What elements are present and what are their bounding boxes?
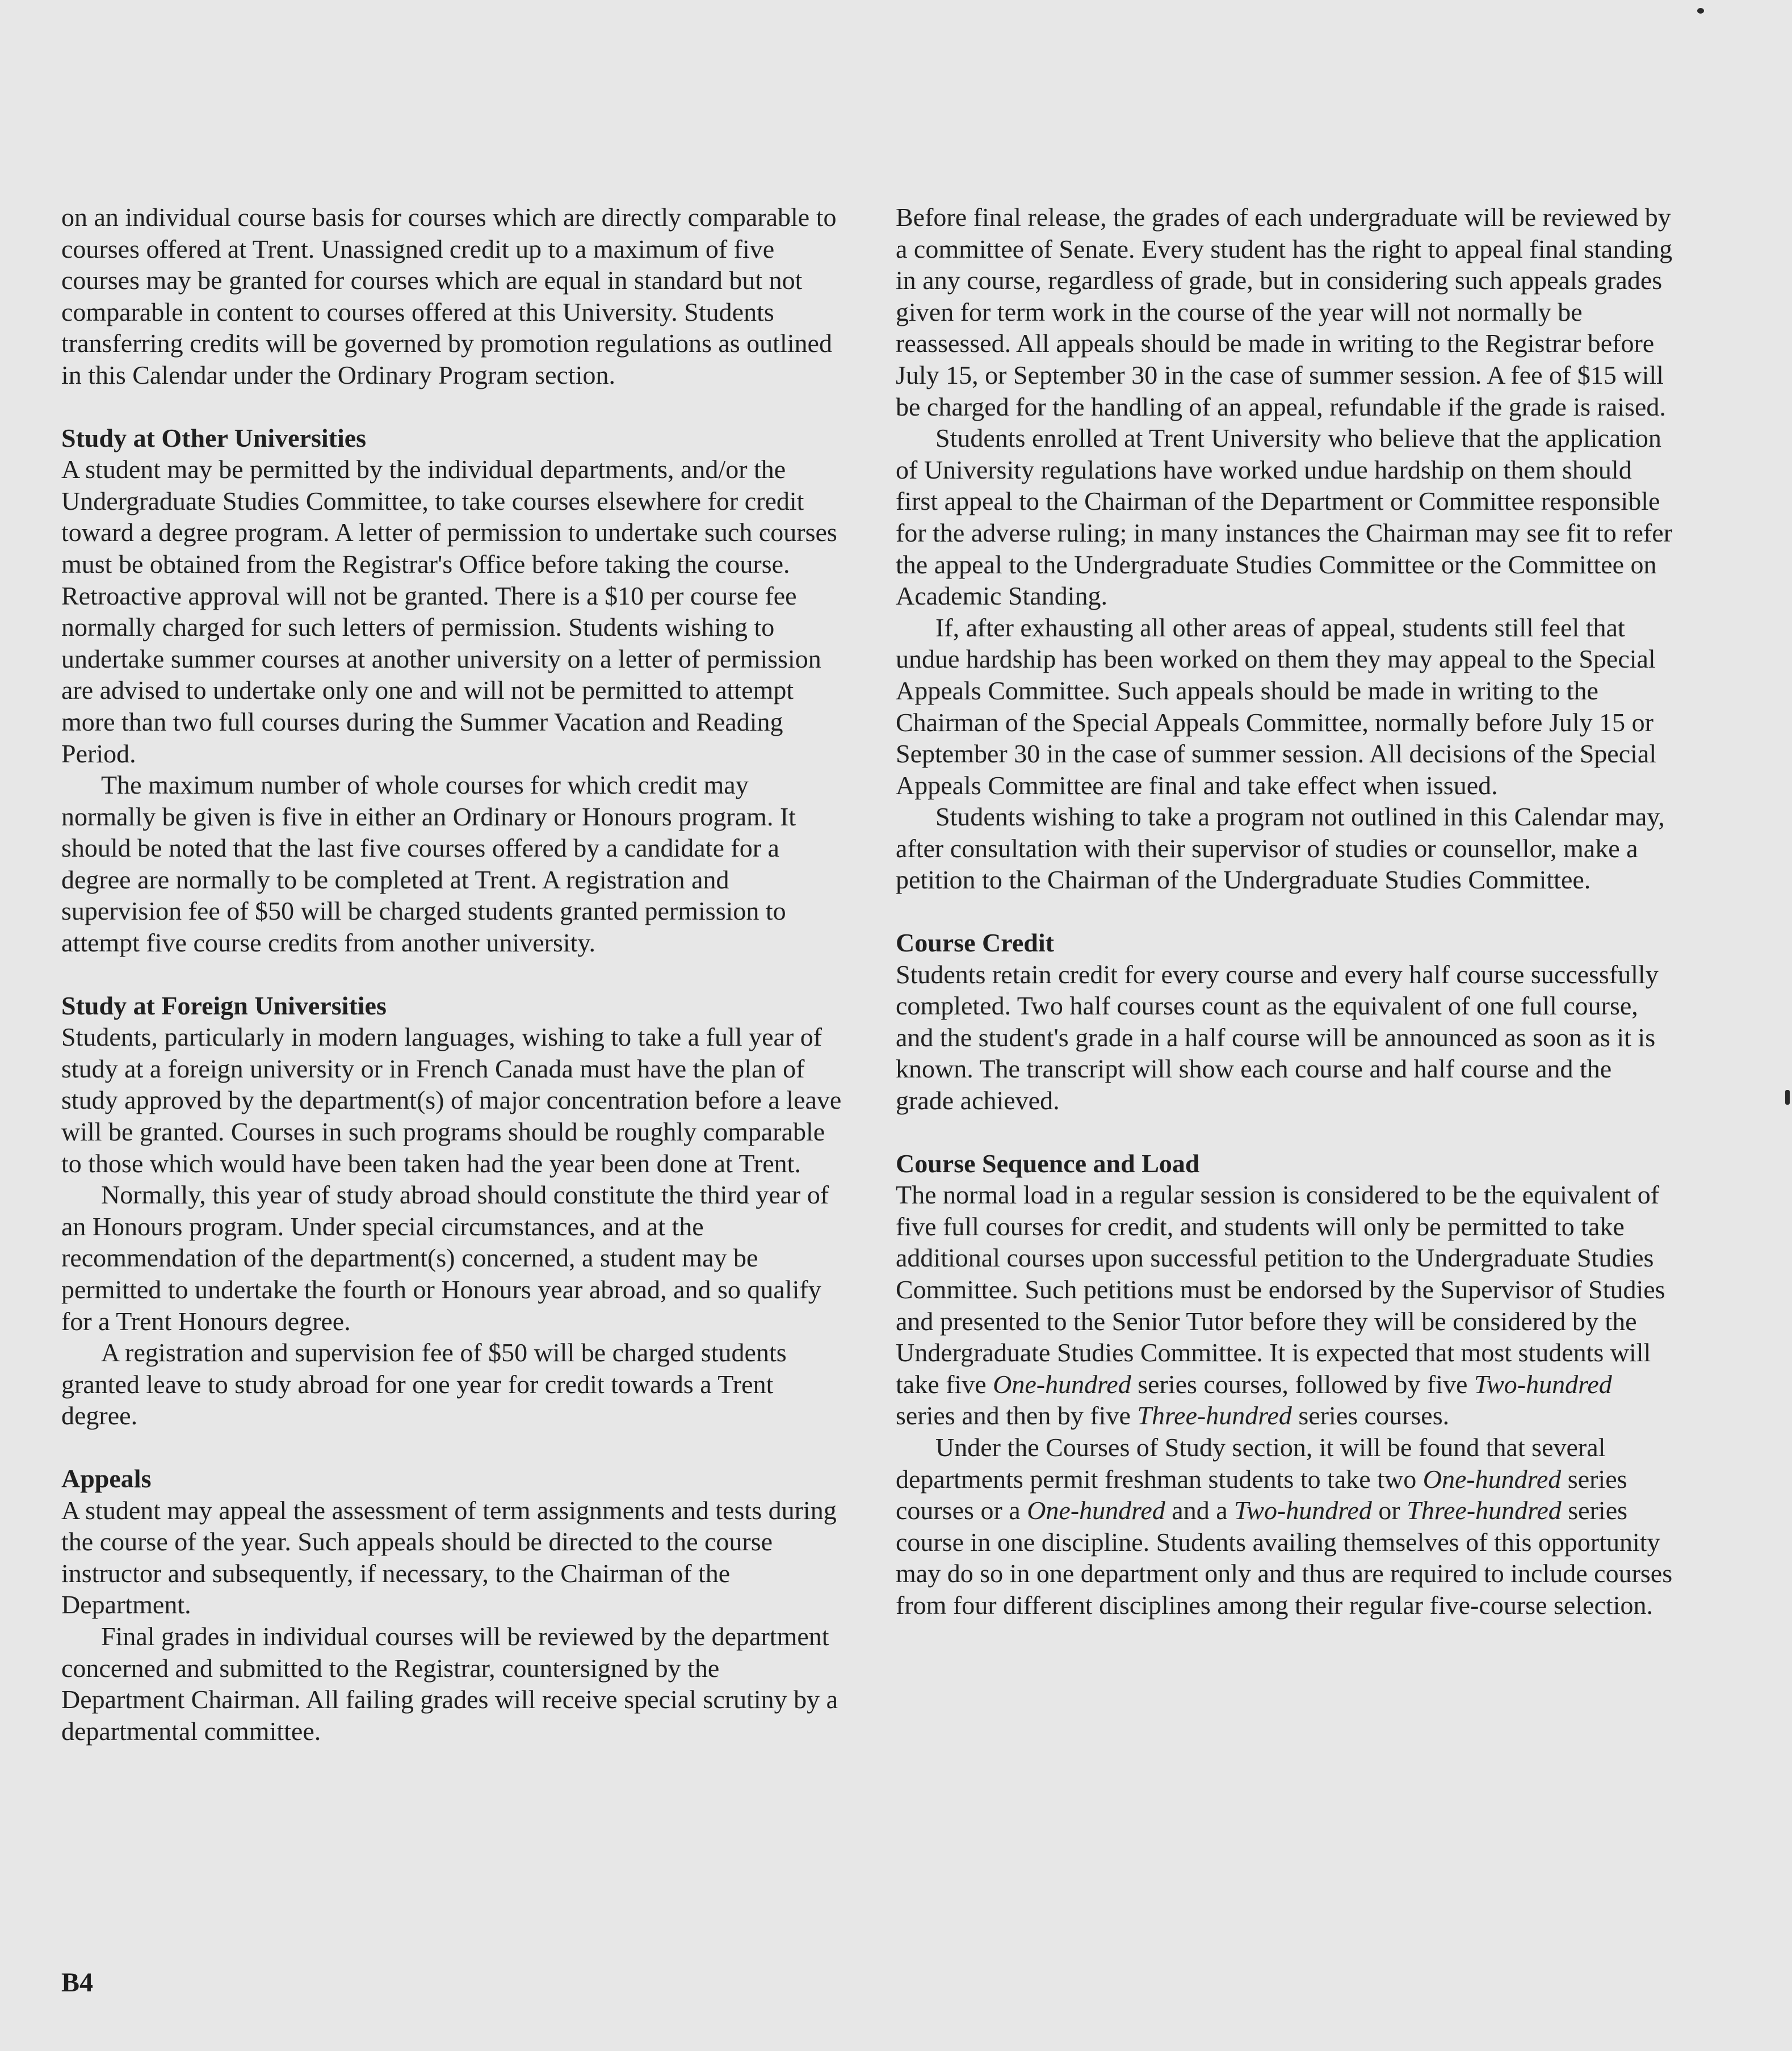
paragraph: A student may be permitted by the individual departments, and/or the Undergraduate Studies Committee, to take courses elsewhere for credit toward a degree program. A letter of permission to undertake such courses must be obtained from the Registrar's Office before taking the course. Retroactive approval will not be granted. There is a $10 per course fee normally charged for such letters of permission. Students wishing to undertake summer courses at another university on a letter of permission are advised to undertake only one and will not be permitted to attempt more than two full courses during the Summer Vacation and Reading Period.	[61, 455, 837, 768]
text-run: and a	[1172, 1496, 1228, 1525]
text-run: series course in one discipline. Students availing themselves of this opportunity may do so in one department only and thus are required to include courses from four different disciplines among their regular five-course selection.	[896, 1496, 1673, 1620]
section-heading: Appeals	[61, 1463, 152, 1493]
section-study-foreign-universities	[61, 990, 847, 1432]
italic-term: Three-hundred	[1137, 1401, 1292, 1431]
text-run: or	[1378, 1496, 1400, 1525]
text-run: series courses.	[1298, 1401, 1450, 1431]
section-heading: Course Sequence and Load	[896, 1148, 1200, 1178]
paragraph: The maximum number of whole courses for which credit may normally be given is five in either an Ordinary or Honours program. It should be noted that the last five courses offered by a candidate for a degree are normally to be completed at Trent. A registration and supervision fee of $50 will be charged students granted permission to attempt five course credits from another university.	[61, 770, 796, 958]
page-number: B4	[61, 1968, 94, 1998]
paragraph: Students retain credit for every course and every half course successfully completed. Two half courses count as the equivalent of one full course, and the student's grade in a half course will be announced as soon as it is known. The transcript will show each course and half course and the grade achieved.	[896, 959, 1659, 1115]
paragraph: Final grades in individual courses will be reviewed by the department concerned and submitted to the Registrar, countersigned by the Department Chairman. All failing grades will receive special scrutiny by a departmental committee.	[61, 1621, 838, 1746]
section-appeals-continued	[896, 202, 1675, 896]
text-run: The normal load in a regular session is considered to be the equivalent of five full courses for credit, and students will only be permitted to take additional courses upon successful petition to the Undergraduate Studies Committee. Such petitions must be endorsed by the Supervisor of Studies and presented to the Senior Tutor before they will be considered by the Undergraduate Studies Committee. It is expected that most students will take five	[896, 1180, 1665, 1399]
left-column	[61, 202, 847, 1747]
right-column	[896, 202, 1675, 1621]
italic-term: One-hundred	[993, 1369, 1131, 1399]
paragraph: Normally, this year of study abroad should constitute the third year of an Honours program. Under special circumstances, and at the recommendation of the department(s) concerned, a student may be permitted to undertake the fourth or Honours year abroad, and so qualify for a Trent Honours degree.	[61, 1180, 829, 1336]
section-study-other-universities	[61, 422, 847, 959]
italic-term: Two-hundred	[1234, 1496, 1372, 1525]
section-heading: Study at Foreign Universities	[61, 991, 387, 1020]
text-run: series courses or a	[896, 1464, 1627, 1525]
paragraph	[896, 1432, 1675, 1621]
text-run: Under the Courses of Study section, it will be found that several departments permit freshman students to take two	[896, 1432, 1606, 1494]
section-heading: Course Credit	[896, 928, 1054, 958]
paragraph: If, after exhausting all other areas of appeal, students still feel that undue hardship has been worked on them they may appeal to the Special Appeals Committee. Such appeals should be made in writing to the Chairman of the Special Appeals Committee, normally before July 15 or September 30 in the case of summer session. All decisions of the Special Appeals Committee are final and take effect when issued.	[896, 613, 1657, 800]
section-course-sequence-load	[896, 1148, 1675, 1621]
italic-term: Two-hundred	[1474, 1369, 1612, 1399]
italic-term: One-hundred	[1422, 1464, 1562, 1494]
scan-speck	[1785, 1090, 1790, 1105]
italic-term: One-hundred	[1027, 1496, 1165, 1525]
paragraph: Students enrolled at Trent University who believe that the application of University regulations have worked undue hardship on them should first appeal to the Chairman of the Department or Committee responsible for the adverse ruling; in many instances the Chairman may see fit to refer the appeal to the Undergraduate Studies Committee or the Committee on Academic Standing.	[896, 423, 1673, 611]
paragraph: Students, particularly in modern languages, wishing to take a full year of study at a foreign university or in French Canada must have the plan of study approved by the department(s) of major concentration before a leave will be granted. Courses in such programs should be roughly comparable to those which would have been taken had the year been done at Trent.	[61, 1022, 842, 1178]
section-heading: Study at Other Universities	[61, 423, 367, 452]
scan-speck	[1697, 8, 1704, 14]
text-run: series courses, followed by five	[1138, 1369, 1468, 1399]
paragraph: A student may appeal the assessment of term assignments and tests during the course of the year. Such appeals should be directed to the course instructor and subsequently, if necessary, to the Chairman of the Department.	[61, 1495, 837, 1620]
paragraph: Before final release, the grades of each undergraduate will be reviewed by a committee of Senate. Every student has the right to appeal final standing in any course, regardless of grade, but in considering such appeals grades given for term work in the course of the year will not normally be reassessed. All appeals should be made in writing to the Registrar before July 15, or September 30 in the case of summer session. A fee of $15 will be charged for the handling of an appeal, refundable if the grade is raised.	[896, 203, 1673, 421]
paragraph: A registration and supervision fee of $50 will be charged students granted leave to study abroad for one year for credit towards a Trent degree.	[61, 1338, 787, 1431]
italic-term: Three-hundred	[1407, 1496, 1562, 1525]
intro-paragraph: on an individual course basis for courses which are directly comparable to courses offered at Trent. Unassigned credit up to a maximum of five courses may be granted for courses which are equal in standard but not comparable in content to courses offered at this University. Students transferring credits will be governed by promotion regulations as outlined in this Calendar under the Ordinary Program section.	[61, 203, 837, 389]
text-run: series and then by five	[896, 1401, 1131, 1431]
paragraph	[896, 1179, 1675, 1432]
section-appeals	[61, 1463, 847, 1747]
section-course-credit	[896, 927, 1675, 1117]
paragraph: Students wishing to take a program not outlined in this Calendar may, after consultation with their supervisor of studies or counsellor, make a petition to the Chairman of the Undergraduate Studies Committee.	[896, 802, 1665, 895]
